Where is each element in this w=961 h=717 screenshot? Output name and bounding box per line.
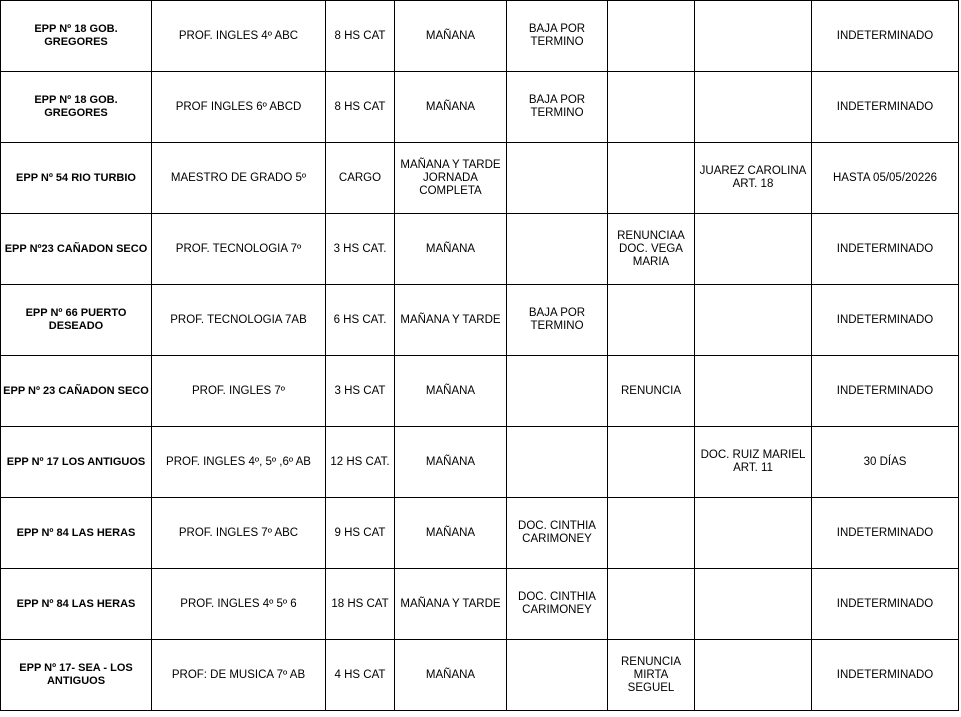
reason-cell: BAJA POR TERMINO: [507, 285, 608, 356]
position-cell: PROF INGLES 6º ABCD: [152, 72, 326, 143]
reason-cell: BAJA POR TERMINO: [507, 72, 608, 143]
substitute-cell: [695, 640, 812, 711]
position-cell: PROF. INGLES 7º ABC: [152, 498, 326, 569]
hours-cell: 8 HS CAT: [326, 1, 395, 72]
substitute-cell: JUAREZ CAROLINA ART. 18: [695, 143, 812, 214]
shift-cell: MAÑANA: [395, 640, 507, 711]
vacancy-table-body: [1, 1, 959, 711]
school-cell: EPP Nº 54 RIO TURBIO: [1, 143, 152, 214]
vacancy-cell: [608, 498, 695, 569]
reason-cell: [507, 640, 608, 711]
position-cell: PROF. TECNOLOGIA 7AB: [152, 285, 326, 356]
reason-cell: [507, 143, 608, 214]
hours-cell: 18 HS CAT: [326, 569, 395, 640]
hours-cell: 8 HS CAT: [326, 72, 395, 143]
table-row: [1, 498, 959, 569]
reason-cell: BAJA POR TERMINO: [507, 1, 608, 72]
hours-cell: 3 HS CAT: [326, 356, 395, 427]
duration-cell: INDETERMINADO: [812, 498, 959, 569]
position-cell: PROF. TECNOLOGIA 7º: [152, 214, 326, 285]
hours-cell: 4 HS CAT: [326, 640, 395, 711]
shift-cell: MAÑANA Y TARDE JORNADA COMPLETA: [395, 143, 507, 214]
table-row: [1, 72, 959, 143]
substitute-cell: [695, 356, 812, 427]
reason-cell: [507, 214, 608, 285]
vacancy-cell: [608, 285, 695, 356]
position-cell: PROF. INGLES 4º 5º 6: [152, 569, 326, 640]
duration-cell: INDETERMINADO: [812, 356, 959, 427]
position-cell: PROF: DE MUSICA 7º AB: [152, 640, 326, 711]
table-row: [1, 569, 959, 640]
hours-cell: 3 HS CAT.: [326, 214, 395, 285]
hours-cell: 12 HS CAT.: [326, 427, 395, 498]
vacancy-cell: [608, 569, 695, 640]
school-cell: EPP Nº 84 LAS HERAS: [1, 498, 152, 569]
duration-cell: HASTA 05/05/20226: [812, 143, 959, 214]
duration-cell: INDETERMINADO: [812, 569, 959, 640]
table-row: [1, 640, 959, 711]
substitute-cell: [695, 498, 812, 569]
table-row: [1, 356, 959, 427]
reason-cell: [507, 427, 608, 498]
duration-cell: INDETERMINADO: [812, 640, 959, 711]
substitute-cell: DOC. RUIZ MARIEL ART. 11: [695, 427, 812, 498]
position-cell: MAESTRO DE GRADO 5º: [152, 143, 326, 214]
table-row: [1, 285, 959, 356]
shift-cell: MAÑANA: [395, 356, 507, 427]
table-row: [1, 143, 959, 214]
hours-cell: 9 HS CAT: [326, 498, 395, 569]
shift-cell: MAÑANA: [395, 72, 507, 143]
duration-cell: INDETERMINADO: [812, 72, 959, 143]
vacancy-cell: [608, 143, 695, 214]
school-cell: EPP Nº 18 GOB. GREGORES: [1, 1, 152, 72]
school-cell: EPP Nº 66 PUERTO DESEADO: [1, 285, 152, 356]
vacancy-cell: RENUNCIA: [608, 356, 695, 427]
hours-cell: 6 HS CAT.: [326, 285, 395, 356]
duration-cell: 30 DÍAS: [812, 427, 959, 498]
position-cell: PROF. INGLES 4º, 5º ,6º AB: [152, 427, 326, 498]
shift-cell: MAÑANA: [395, 498, 507, 569]
substitute-cell: [695, 1, 812, 72]
substitute-cell: [695, 72, 812, 143]
reason-cell: DOC. CINTHIA CARIMONEY: [507, 498, 608, 569]
hours-cell: CARGO: [326, 143, 395, 214]
school-cell: EPP Nº 23 CAÑADON SECO: [1, 356, 152, 427]
shift-cell: MAÑANA Y TARDE: [395, 285, 507, 356]
table-row: [1, 214, 959, 285]
shift-cell: MAÑANA: [395, 1, 507, 72]
school-cell: EPP Nº 84 LAS HERAS: [1, 569, 152, 640]
vacancy-cell: RENUNCIAA DOC. VEGA MARIA: [608, 214, 695, 285]
vacancy-cell: [608, 427, 695, 498]
duration-cell: INDETERMINADO: [812, 285, 959, 356]
duration-cell: INDETERMINADO: [812, 1, 959, 72]
reason-cell: DOC. CINTHIA CARIMONEY: [507, 569, 608, 640]
substitute-cell: [695, 285, 812, 356]
vacancy-cell: RENUNCIA MIRTA SEGUEL: [608, 640, 695, 711]
school-cell: EPP Nº 18 GOB. GREGORES: [1, 72, 152, 143]
position-cell: PROF. INGLES 7º: [152, 356, 326, 427]
shift-cell: MAÑANA: [395, 427, 507, 498]
school-cell: EPP Nº23 CAÑADON SECO: [1, 214, 152, 285]
reason-cell: [507, 356, 608, 427]
shift-cell: MAÑANA: [395, 214, 507, 285]
vacancy-cell: [608, 72, 695, 143]
table-row: [1, 1, 959, 72]
school-cell: EPP Nº 17- SEA - LOS ANTIGUOS: [1, 640, 152, 711]
duration-cell: INDETERMINADO: [812, 214, 959, 285]
position-cell: PROF. INGLES 4º ABC: [152, 1, 326, 72]
shift-cell: MAÑANA Y TARDE: [395, 569, 507, 640]
school-cell: EPP Nº 17 LOS ANTIGUOS: [1, 427, 152, 498]
table-row: [1, 427, 959, 498]
vacancy-cell: [608, 1, 695, 72]
substitute-cell: [695, 214, 812, 285]
substitute-cell: [695, 569, 812, 640]
